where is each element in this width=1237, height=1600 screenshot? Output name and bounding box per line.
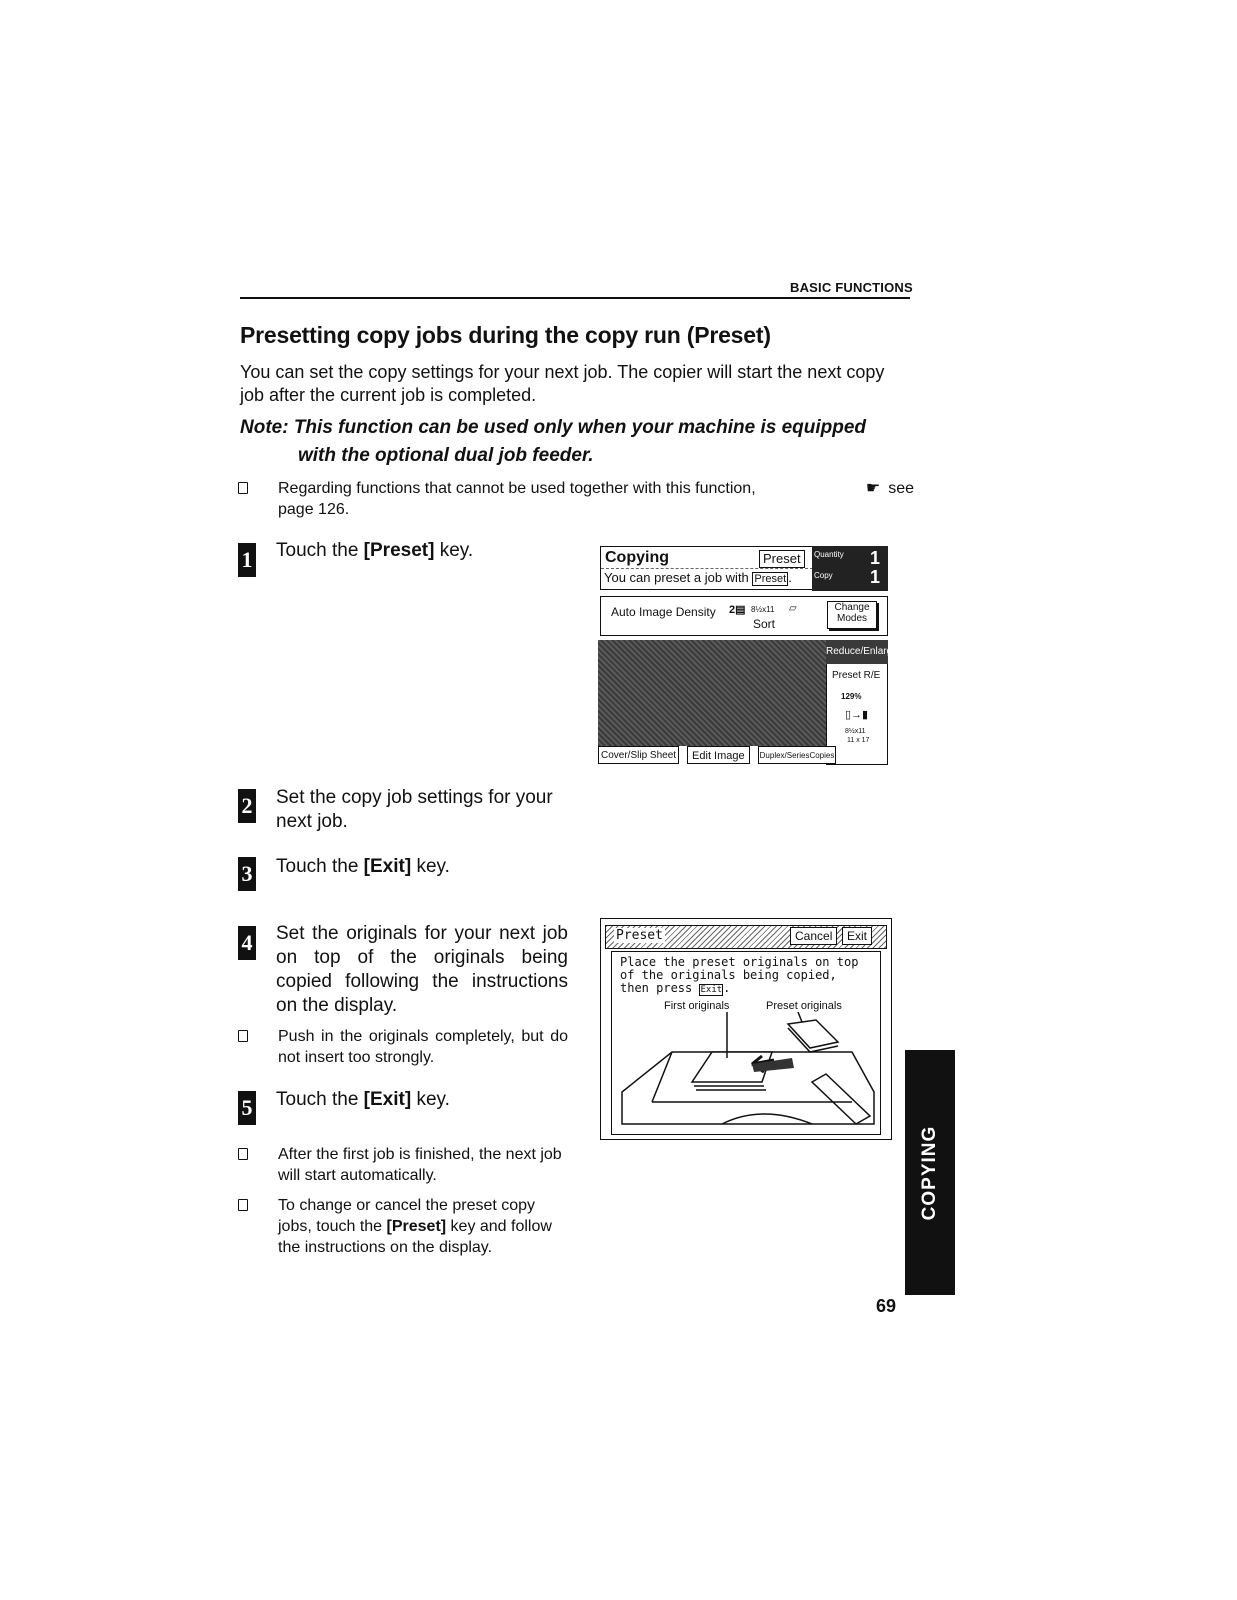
instruction-line-3: then press	[620, 981, 693, 995]
ratio-to: 11 x 17	[847, 737, 870, 744]
sort-setting: Sort	[753, 617, 776, 631]
change-modes-label-1: Change	[834, 602, 870, 613]
preset-re-label: Preset R/E	[832, 670, 881, 681]
preset-message-key: Preset	[754, 573, 787, 585]
tab-duplex-series-copies[interactable]: Duplex/SeriesCopies	[758, 746, 837, 764]
step-5-key: [Exit]	[363, 1089, 412, 1110]
bullet-text-2: see	[888, 480, 914, 497]
document-feeder-illustration	[612, 1012, 880, 1132]
status-panel	[600, 546, 814, 590]
step-5-bullet-2-text	[278, 1195, 568, 1258]
ratio-value: 129%	[841, 692, 862, 701]
note	[240, 414, 912, 470]
bullet-text-1: Regarding functions that cannot be used together with this function,	[278, 480, 756, 497]
quantity-panel	[812, 546, 888, 591]
chapter-side-tab-label: COPYING	[919, 1125, 940, 1220]
tab-cover-slip-sheet[interactable]: Cover/Slip Sheet	[598, 746, 679, 764]
step-5-bullet-2-key: [Preset]	[386, 1218, 447, 1235]
tab-edit-image[interactable]: Edit Image	[687, 746, 750, 764]
step-5-post: key.	[411, 1089, 450, 1110]
preset-title-bar	[605, 925, 887, 949]
step-5-text	[276, 1088, 450, 1112]
pointing-hand-icon: ☛	[865, 480, 881, 497]
step-number-4: 4	[238, 926, 256, 960]
step-1-key: [Preset]	[363, 540, 435, 561]
step-4-bullet-text: Push in the originals completely, but do not insert too strongly.	[278, 1028, 568, 1066]
quantity-value: 1	[869, 548, 880, 568]
mode-area-background	[598, 640, 826, 746]
page-number: 69	[876, 1296, 897, 1316]
step-5-bullet-2-pre: To change or cancel the preset copy jobs, touch the	[278, 1197, 536, 1235]
section-label: BASIC FUNCTIONS	[790, 280, 913, 295]
preset-message: You can preset a job with Preset .	[604, 570, 792, 585]
preset-instruction-panel	[611, 951, 881, 1135]
header-divider	[240, 297, 910, 299]
preset-screen-illustration	[600, 918, 892, 1140]
preset-instructions: Place the preset originals on top of the originals being copied, then press Exit.	[620, 955, 859, 995]
quantity-label: Quantity	[814, 550, 844, 559]
copy-value: 1	[869, 567, 880, 587]
step-5-bullet-1	[238, 1144, 568, 1186]
checkbox-bullet-icon	[238, 1148, 248, 1160]
bullet-note	[238, 478, 914, 520]
preset-button[interactable]: Preset	[759, 550, 805, 568]
step-4-bullet	[238, 1026, 568, 1068]
checkbox-bullet-icon	[238, 1030, 248, 1042]
step-1-pre: Touch the	[276, 540, 364, 561]
checkbox-bullet-icon	[238, 1199, 248, 1211]
note-line-1: Note: This function can be used only when your machine is equipped	[240, 417, 867, 438]
step-4-text: Set the originals for your next job on top of the originals being copied following the instructions on the display.	[276, 923, 568, 1016]
status-text: Copying	[605, 549, 669, 566]
change-modes-label-2: Modes	[836, 613, 867, 624]
step-1-post: key.	[434, 540, 474, 561]
note-line-2: with the optional dual job feeder.	[298, 445, 594, 466]
bottom-tabs	[598, 746, 836, 764]
step-number-1: 1	[238, 543, 256, 577]
step-3-post: key.	[411, 856, 450, 877]
copy-label: Copy	[814, 571, 833, 580]
tray-number: 2	[729, 604, 736, 616]
instruction-line-2: of the originals being copied,	[620, 968, 837, 982]
instruction-line-1: Place the preset originals on top	[620, 955, 859, 969]
step-3-pre: Touch the	[276, 856, 364, 877]
checkbox-bullet-icon	[238, 482, 248, 494]
step-number-2: 2	[238, 789, 256, 823]
step-2-text: Set the copy job settings for your next job.	[276, 787, 553, 832]
label-preset-originals: Preset originals	[766, 1000, 842, 1012]
step-5-pre: Touch the	[276, 1089, 364, 1110]
intro-paragraph: You can set the copy settings for your next job. The copier will start the next copy job after the current job is completed.	[240, 362, 885, 405]
copy-screen-illustration	[596, 544, 898, 764]
step-3-key: [Exit]	[363, 856, 412, 877]
label-first-originals: First originals	[664, 1000, 730, 1012]
density-setting: Auto Image Density	[611, 605, 716, 619]
preset-message-text: You can preset a job with	[604, 570, 749, 585]
paper-size: 8½x11	[751, 605, 775, 614]
paper-orientation-icon: ▱	[789, 603, 797, 614]
tray-setting	[729, 603, 746, 616]
reduce-enlarge-tab[interactable]: Reduce/Enlarge	[826, 640, 888, 664]
chapter-side-tab	[905, 1050, 955, 1295]
preset-screen-title: Preset	[616, 928, 663, 943]
step-5-bullet-2-post: key and follow the instructions on the display.	[278, 1218, 552, 1256]
tray-icon: ▤	[735, 604, 746, 616]
bullet-text-3: page 126.	[278, 501, 350, 518]
cancel-button[interactable]: Cancel	[790, 927, 837, 945]
status-divider	[601, 568, 813, 569]
step-number-5: 5	[238, 1091, 256, 1125]
step-5-bullet-1-text: After the first job is finished, the next job will start automatically.	[278, 1146, 562, 1184]
step-5-bullet-2	[238, 1195, 568, 1258]
change-modes-button[interactable]	[827, 601, 877, 629]
instruction-exit-key: Exit	[700, 985, 723, 995]
settings-row	[600, 596, 888, 636]
page-title: Presetting copy jobs during the copy run (Preset)	[240, 322, 771, 348]
ratio-from: 8½x11	[845, 728, 866, 735]
step-3-text	[276, 855, 450, 879]
step-1-text	[276, 539, 473, 563]
paper-convert-icon: ▯→▮	[845, 709, 869, 721]
step-number-3: 3	[238, 857, 256, 891]
exit-button[interactable]: Exit	[842, 927, 872, 945]
